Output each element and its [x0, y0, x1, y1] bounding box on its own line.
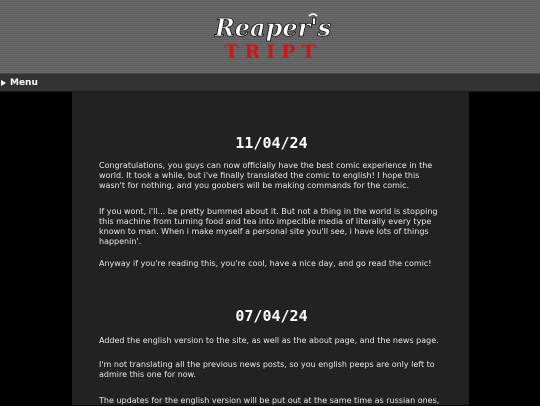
post-date: 11/04/24: [235, 134, 308, 152]
menu-bar: [0, 73, 540, 92]
site-header: [0, 0, 540, 73]
news-post: [99, 307, 444, 405]
logo-title: Reaper's: [214, 13, 332, 42]
post-paragraph: Anyway if you're reading this, you're cool, have a nice day, and go read the comic!: [99, 259, 432, 268]
post-paragraph: I'm not translating all the previous news posts, so you english peeps are only left to admire this one for now.: [99, 360, 435, 379]
post-paragraph: Added the english version to the site, as well as the about page, and the news page.: [99, 336, 439, 345]
menu-label: Menu: [10, 77, 38, 88]
post-date: 07/04/24: [235, 307, 308, 325]
news-panel: [72, 92, 469, 405]
post-paragraph: If you wont, i'll... be pretty bummed about it. But not a thing in the world is stopping this machine from turning food and tea into impecible media of literally every type known to man. When i make myself a personal site you'll see, i have lots of things happenin'.: [99, 207, 438, 246]
post-paragraph: Congratulations, you guys can now officially have the best comic experience in the world. It took a while, but i've finally translated the comic to english! I hope this wasn't for nothing, and you goobers will be making commands for the comic.: [99, 161, 433, 190]
logo-subtitle: TRIPT: [224, 41, 322, 63]
post-paragraph: The updates for the english version will be put out at the same time as russian ones,: [99, 396, 440, 405]
news-post: [99, 134, 444, 268]
right-triangle-icon: [1, 80, 6, 86]
menu-button[interactable]: [1, 74, 38, 91]
site-logo[interactable]: [214, 10, 332, 66]
